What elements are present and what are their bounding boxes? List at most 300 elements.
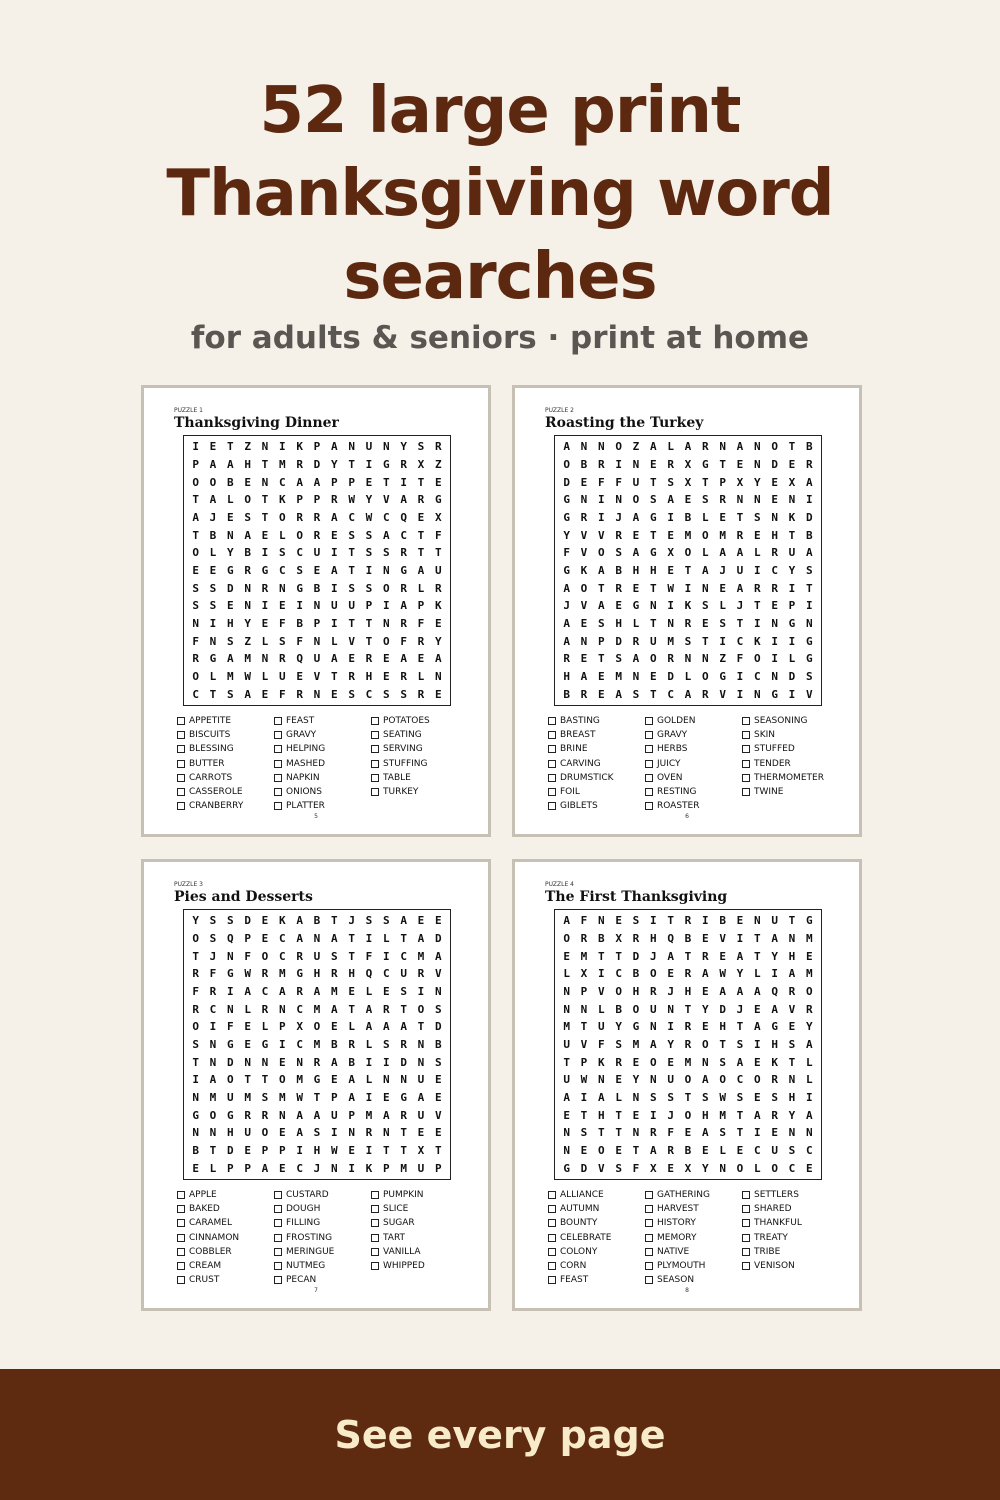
grid-letter: A bbox=[598, 1090, 605, 1104]
checkbox-icon bbox=[177, 1276, 185, 1284]
grid-letter: L bbox=[684, 669, 692, 683]
word-list-item bbox=[742, 785, 839, 799]
grid-letter: R bbox=[331, 967, 338, 981]
grid-letter: S bbox=[348, 528, 355, 542]
grid-letter: G bbox=[806, 652, 813, 666]
grid-letter: R bbox=[806, 1002, 813, 1016]
grid-letter: N bbox=[331, 1161, 338, 1175]
grid-letter: O bbox=[192, 931, 199, 945]
grid-letter: P bbox=[227, 1161, 234, 1175]
grid-letter: C bbox=[348, 510, 355, 524]
grid-letter: N bbox=[806, 616, 813, 630]
puzzle-card-1 bbox=[141, 385, 491, 837]
grid-letter: E bbox=[417, 1126, 425, 1140]
cta-label[interactable]: See every page bbox=[334, 1412, 666, 1457]
grid-letter: T bbox=[348, 616, 355, 630]
grid-letter: N bbox=[650, 1073, 657, 1087]
grid-letter: O bbox=[563, 931, 570, 945]
word-label: COLONY bbox=[560, 1246, 598, 1257]
checkbox-icon bbox=[548, 802, 556, 810]
grid-letter: D bbox=[435, 931, 442, 945]
word-label: GOLDEN bbox=[657, 716, 696, 727]
grid-letter: E bbox=[702, 1020, 709, 1034]
grid-letter: D bbox=[632, 949, 640, 963]
grid-letter: U bbox=[279, 669, 286, 683]
grid-letter: E bbox=[632, 1108, 640, 1122]
grid-letter: C bbox=[209, 1002, 217, 1016]
grid-letter: E bbox=[615, 914, 622, 928]
grid-letter: K bbox=[365, 1161, 373, 1175]
grid-letter: R bbox=[632, 634, 640, 648]
grid-letter: S bbox=[667, 1090, 674, 1104]
grid-letter: O bbox=[383, 581, 390, 595]
grid-letter: C bbox=[261, 984, 269, 998]
word-list-item bbox=[742, 1231, 839, 1245]
grid-letter: S bbox=[719, 1055, 726, 1069]
grid-letter: R bbox=[279, 652, 286, 666]
grid-letter: L bbox=[719, 1143, 726, 1157]
grid-letter: H bbox=[313, 1143, 321, 1157]
word-label: WHIPPED bbox=[383, 1261, 425, 1272]
grid-letter: M bbox=[684, 528, 692, 542]
checkbox-icon bbox=[742, 760, 750, 768]
grid-letter: G bbox=[400, 563, 407, 577]
grid-letter: R bbox=[684, 1037, 692, 1051]
grid-letter: N bbox=[227, 1002, 234, 1016]
grid-letter: T bbox=[348, 546, 355, 560]
word-label: TART bbox=[383, 1232, 406, 1243]
word-label: PLYMOUTH bbox=[657, 1261, 706, 1272]
grid-letter: R bbox=[348, 669, 355, 683]
grid-letter: A bbox=[313, 1108, 321, 1122]
grid-letter: X bbox=[435, 510, 442, 524]
grid-letter: R bbox=[719, 493, 726, 507]
grid-letter: R bbox=[400, 1108, 407, 1122]
grid-letter: N bbox=[580, 440, 588, 454]
grid-letter: V bbox=[435, 1108, 442, 1122]
word-list-item bbox=[548, 1245, 645, 1259]
grid-letter: M bbox=[313, 1002, 321, 1016]
grid-letter: R bbox=[684, 914, 692, 928]
grid-letter: P bbox=[279, 1143, 286, 1157]
word-label: CARAMEL bbox=[189, 1218, 232, 1229]
grid-letter: Q bbox=[400, 510, 407, 524]
grid-letter: N bbox=[702, 652, 709, 666]
grid-letter: N bbox=[192, 1126, 199, 1140]
grid-letter: A bbox=[580, 669, 588, 683]
grid-letter: X bbox=[296, 1020, 303, 1034]
grid-letter: R bbox=[580, 687, 588, 701]
grid-letter: O bbox=[279, 510, 286, 524]
puzzle-title: Pies and Desserts bbox=[174, 889, 313, 905]
grid-letter: S bbox=[667, 475, 674, 489]
word-list-item bbox=[742, 1202, 839, 1216]
grid-letter: N bbox=[435, 984, 442, 998]
word-label: PECAN bbox=[286, 1275, 317, 1286]
grid-letter: S bbox=[383, 1037, 390, 1051]
grid-letter: T bbox=[684, 1002, 692, 1016]
grid-letter: W bbox=[719, 1090, 726, 1104]
grid-letter: O bbox=[754, 1073, 761, 1087]
page-number: 6 bbox=[685, 813, 689, 820]
word-label: FEAST bbox=[560, 1275, 589, 1286]
grid-letter: V bbox=[719, 931, 726, 945]
grid-letter: W bbox=[719, 967, 726, 981]
grid-letter: V bbox=[598, 528, 605, 542]
word-list-item bbox=[177, 757, 274, 771]
grid-letter: L bbox=[719, 599, 726, 613]
word-list-item bbox=[645, 799, 742, 813]
grid-letter: O bbox=[313, 1020, 321, 1034]
grid-letter: A bbox=[650, 1037, 657, 1051]
grid-letter: A bbox=[331, 1002, 338, 1016]
grid-letter: N bbox=[667, 616, 674, 630]
word-list-item bbox=[645, 785, 742, 799]
grid-letter: E bbox=[702, 616, 709, 630]
grid-letter: O bbox=[261, 1126, 269, 1140]
grid-letter: E bbox=[667, 967, 674, 981]
grid-letter: L bbox=[348, 1020, 355, 1034]
grid-letter: E bbox=[702, 931, 709, 945]
word-list-item bbox=[742, 742, 839, 756]
grid-letter: E bbox=[684, 493, 692, 507]
grid-letter: A bbox=[227, 457, 234, 471]
checkbox-icon bbox=[742, 1234, 750, 1242]
word-label: HISTORY bbox=[657, 1218, 696, 1229]
grid-letter: A bbox=[296, 1108, 303, 1122]
grid-letter: I bbox=[331, 1126, 338, 1140]
grid-letter: E bbox=[667, 563, 674, 577]
grid-letter: V bbox=[580, 528, 588, 542]
grid-letter: B bbox=[563, 687, 570, 701]
word-list-item bbox=[742, 1245, 839, 1259]
checkbox-icon bbox=[177, 1262, 185, 1270]
puzzle-label: PUZZLE 3 bbox=[174, 881, 203, 888]
grid-letter: B bbox=[192, 1143, 199, 1157]
grid-letter: C bbox=[296, 546, 303, 560]
grid-letter: V bbox=[788, 1002, 796, 1016]
grid-letter: E bbox=[192, 563, 199, 577]
grid-letter: I bbox=[296, 1143, 303, 1157]
grid-letter: I bbox=[754, 563, 761, 577]
grid-letter: F bbox=[400, 634, 407, 648]
grid-letter: R bbox=[615, 581, 622, 595]
grid-letter: F bbox=[296, 634, 303, 648]
grid-letter: U bbox=[331, 599, 338, 613]
grid-letter: E bbox=[598, 669, 605, 683]
word-list-item bbox=[274, 799, 371, 813]
grid-letter: P bbox=[365, 599, 373, 613]
grid-letter: J bbox=[736, 1002, 744, 1016]
grid-letter: N bbox=[754, 687, 761, 701]
grid-letter: N bbox=[563, 1126, 570, 1140]
grid-letter: T bbox=[383, 475, 390, 489]
grid-letter: T bbox=[736, 1108, 744, 1122]
grid-letter: A bbox=[244, 687, 251, 701]
grid-letter: T bbox=[684, 1090, 692, 1104]
grid-letter: S bbox=[435, 1002, 442, 1016]
grid-letter: I bbox=[598, 493, 605, 507]
grid-letter: M bbox=[684, 1055, 692, 1069]
grid-letter: S bbox=[261, 1090, 269, 1104]
checkbox-icon bbox=[274, 1191, 282, 1199]
grid-letter: B bbox=[348, 1055, 355, 1069]
grid-letter: O bbox=[632, 493, 640, 507]
checkbox-icon bbox=[742, 1219, 750, 1227]
grid-letter: N bbox=[261, 440, 269, 454]
grid-letter: R bbox=[806, 457, 813, 471]
grid-letter: A bbox=[417, 1090, 425, 1104]
grid-letter: D bbox=[400, 1055, 407, 1069]
word-label: CUSTARD bbox=[286, 1190, 329, 1201]
checkbox-icon bbox=[177, 1205, 185, 1213]
grid-letter: A bbox=[563, 581, 570, 595]
grid-letter: K bbox=[754, 634, 761, 648]
grid-letter: W bbox=[296, 1090, 303, 1104]
grid-letter: H bbox=[650, 931, 657, 945]
grid-letter: M bbox=[580, 949, 588, 963]
grid-letter: B bbox=[684, 931, 692, 945]
grid-letter: K bbox=[580, 563, 588, 577]
grid-letter: L bbox=[261, 634, 269, 648]
grid-letter: M bbox=[227, 669, 234, 683]
word-label: NUTMEG bbox=[286, 1261, 326, 1272]
grid-letter: H bbox=[348, 967, 355, 981]
cta-banner[interactable] bbox=[0, 1369, 1000, 1500]
grid-letter: D bbox=[244, 914, 251, 928]
grid-letter: U bbox=[331, 1108, 338, 1122]
grid-letter: O bbox=[598, 546, 605, 560]
grid-letter: K bbox=[684, 599, 692, 613]
grid-letter: Q bbox=[667, 931, 674, 945]
grid-letter: N bbox=[348, 440, 355, 454]
grid-letter: L bbox=[261, 669, 269, 683]
checkbox-icon bbox=[645, 1234, 653, 1242]
grid-letter: B bbox=[615, 563, 622, 577]
grid-letter: W bbox=[365, 510, 373, 524]
grid-letter: S bbox=[383, 687, 390, 701]
checkbox-icon bbox=[274, 802, 282, 810]
checkbox-icon bbox=[645, 760, 653, 768]
grid-letter: U bbox=[598, 1020, 605, 1034]
grid-letter: U bbox=[348, 599, 355, 613]
grid-letter: A bbox=[702, 1073, 709, 1087]
checkbox-icon bbox=[548, 760, 556, 768]
grid-letter: E bbox=[667, 1055, 674, 1069]
grid-letter: N bbox=[227, 528, 234, 542]
grid-letter: A bbox=[296, 914, 303, 928]
word-list-item bbox=[645, 1188, 742, 1202]
grid-letter: G bbox=[296, 967, 303, 981]
grid-letter: N bbox=[563, 1143, 570, 1157]
grid-letter: R bbox=[400, 1037, 407, 1051]
grid-letter: A bbox=[331, 931, 338, 945]
word-list-item bbox=[645, 771, 742, 785]
checkbox-icon bbox=[742, 788, 750, 796]
grid-letter: G bbox=[650, 546, 657, 560]
grid-letter: P bbox=[244, 1161, 251, 1175]
grid-letter: L bbox=[331, 634, 338, 648]
checkbox-icon bbox=[548, 745, 556, 753]
grid-letter: T bbox=[400, 931, 407, 945]
grid-letter: B bbox=[684, 510, 692, 524]
grid-letter: T bbox=[435, 1143, 442, 1157]
grid-letter: M bbox=[365, 1108, 373, 1122]
grid-letter: R bbox=[615, 1055, 622, 1069]
word-label: GATHERING bbox=[657, 1190, 710, 1201]
grid-letter: R bbox=[650, 1126, 657, 1140]
grid-letter: G bbox=[383, 457, 390, 471]
checkbox-icon bbox=[645, 1205, 653, 1213]
grid-letter: S bbox=[719, 1126, 726, 1140]
grid-letter: L bbox=[279, 528, 286, 542]
grid-letter: V bbox=[383, 493, 390, 507]
checkbox-icon bbox=[548, 731, 556, 739]
grid-letter: E bbox=[580, 475, 588, 489]
grid-letter: W bbox=[244, 967, 251, 981]
word-list-item bbox=[371, 757, 468, 771]
word-list-item bbox=[274, 728, 371, 742]
grid-letter: E bbox=[383, 984, 390, 998]
word-list-item bbox=[274, 1273, 371, 1287]
word-list-item bbox=[742, 728, 839, 742]
grid-letter: A bbox=[261, 1161, 269, 1175]
grid-letter: M bbox=[209, 1090, 217, 1104]
grid-letter: C bbox=[279, 563, 286, 577]
grid-letter: R bbox=[771, 546, 778, 560]
word-label: GRAVY bbox=[286, 730, 317, 741]
grid-letter: T bbox=[615, 1126, 622, 1140]
grid-letter: Y bbox=[667, 1037, 674, 1051]
grid-letter: R bbox=[209, 984, 217, 998]
grid-letter: O bbox=[684, 1108, 692, 1122]
grid-letter: E bbox=[754, 1002, 761, 1016]
grid-letter: N bbox=[771, 669, 778, 683]
grid-letter: P bbox=[417, 599, 425, 613]
grid-letter: R bbox=[331, 493, 338, 507]
grid-letter: E bbox=[279, 1055, 286, 1069]
grid-letter: P bbox=[598, 634, 605, 648]
grid-letter: H bbox=[227, 616, 234, 630]
grid-letter: E bbox=[331, 528, 338, 542]
grid-letter: S bbox=[365, 914, 373, 928]
grid-letter: N bbox=[788, 1126, 796, 1140]
grid-letter: E bbox=[435, 914, 442, 928]
grid-letter: I bbox=[417, 984, 425, 998]
checkbox-icon bbox=[177, 760, 185, 768]
grid-letter: O bbox=[209, 475, 217, 489]
grid-letter: N bbox=[650, 1020, 657, 1034]
grid-letter: O bbox=[209, 1108, 217, 1122]
grid-letter: C bbox=[383, 510, 390, 524]
grid-letter: K bbox=[296, 440, 303, 454]
word-list-item bbox=[645, 728, 742, 742]
grid-letter: T bbox=[313, 1090, 321, 1104]
word-label: THANKFUL bbox=[754, 1218, 802, 1229]
word-label: TABLE bbox=[383, 772, 411, 783]
grid-letter: A bbox=[435, 949, 442, 963]
grid-letter: G bbox=[227, 563, 234, 577]
letter-grid bbox=[554, 909, 822, 1180]
grid-letter: G bbox=[435, 493, 442, 507]
checkbox-icon bbox=[274, 1205, 282, 1213]
page-number: 8 bbox=[685, 1287, 689, 1294]
word-label: FILLING bbox=[286, 1218, 321, 1229]
word-label: SETTLERS bbox=[754, 1190, 799, 1201]
word-label: TRIBE bbox=[754, 1246, 781, 1257]
grid-letter: U bbox=[400, 967, 407, 981]
grid-letter: Y bbox=[632, 1073, 640, 1087]
grid-letter: E bbox=[580, 616, 588, 630]
word-list-item bbox=[177, 1202, 274, 1216]
grid-letter: E bbox=[227, 599, 234, 613]
grid-letter: C bbox=[771, 563, 778, 577]
checkbox-icon bbox=[177, 1191, 185, 1199]
grid-letter: T bbox=[719, 1037, 726, 1051]
word-list-item bbox=[274, 1216, 371, 1230]
checkbox-icon bbox=[645, 802, 653, 810]
grid-letter: I bbox=[788, 687, 796, 701]
checkbox-icon bbox=[177, 774, 185, 782]
word-label: CINNAMON bbox=[189, 1232, 240, 1243]
grid-letter: S bbox=[209, 931, 217, 945]
word-list-item bbox=[548, 714, 645, 728]
grid-letter: E bbox=[244, 475, 251, 489]
word-label: MERINGUE bbox=[286, 1246, 335, 1257]
grid-letter: A bbox=[598, 599, 605, 613]
grid-letter: I bbox=[348, 1161, 355, 1175]
grid-letter: O bbox=[650, 1055, 657, 1069]
grid-letter: A bbox=[365, 1020, 373, 1034]
word-list-item bbox=[371, 1245, 468, 1259]
grid-letter: L bbox=[754, 546, 761, 560]
word-list-item bbox=[742, 1216, 839, 1230]
grid-letter: B bbox=[598, 931, 605, 945]
word-list-item bbox=[548, 771, 645, 785]
grid-letter: G bbox=[702, 457, 709, 471]
word-list-item bbox=[548, 1231, 645, 1245]
grid-letter: O bbox=[192, 546, 199, 560]
grid-letter: Y bbox=[736, 967, 744, 981]
word-label: AUTUMN bbox=[560, 1204, 600, 1215]
grid-letter: T bbox=[684, 949, 692, 963]
grid-letter: F bbox=[227, 1020, 234, 1034]
grid-letter: O bbox=[244, 493, 251, 507]
grid-letter: E bbox=[632, 528, 640, 542]
grid-letter: C bbox=[754, 669, 761, 683]
grid-letter: Q bbox=[365, 967, 373, 981]
grid-letter: C bbox=[296, 1037, 303, 1051]
word-label: SLICE bbox=[383, 1204, 409, 1215]
word-list-item bbox=[177, 1216, 274, 1230]
word-list-item bbox=[548, 1202, 645, 1216]
grid-letter: Y bbox=[702, 1002, 709, 1016]
grid-letter: O bbox=[702, 669, 709, 683]
grid-letter: Y bbox=[615, 1020, 622, 1034]
grid-letter: J bbox=[667, 1108, 674, 1122]
word-list-item bbox=[645, 1245, 742, 1259]
grid-letter: A bbox=[417, 563, 425, 577]
checkbox-icon bbox=[371, 717, 379, 725]
grid-letter: L bbox=[754, 1161, 761, 1175]
checkbox-icon bbox=[371, 1191, 379, 1199]
word-label: CRUST bbox=[189, 1275, 220, 1286]
grid-letter: K bbox=[279, 493, 286, 507]
grid-letter: E bbox=[244, 1037, 251, 1051]
grid-letter: P bbox=[719, 475, 726, 489]
word-label: BRINE bbox=[560, 744, 588, 755]
grid-letter: R bbox=[580, 510, 588, 524]
